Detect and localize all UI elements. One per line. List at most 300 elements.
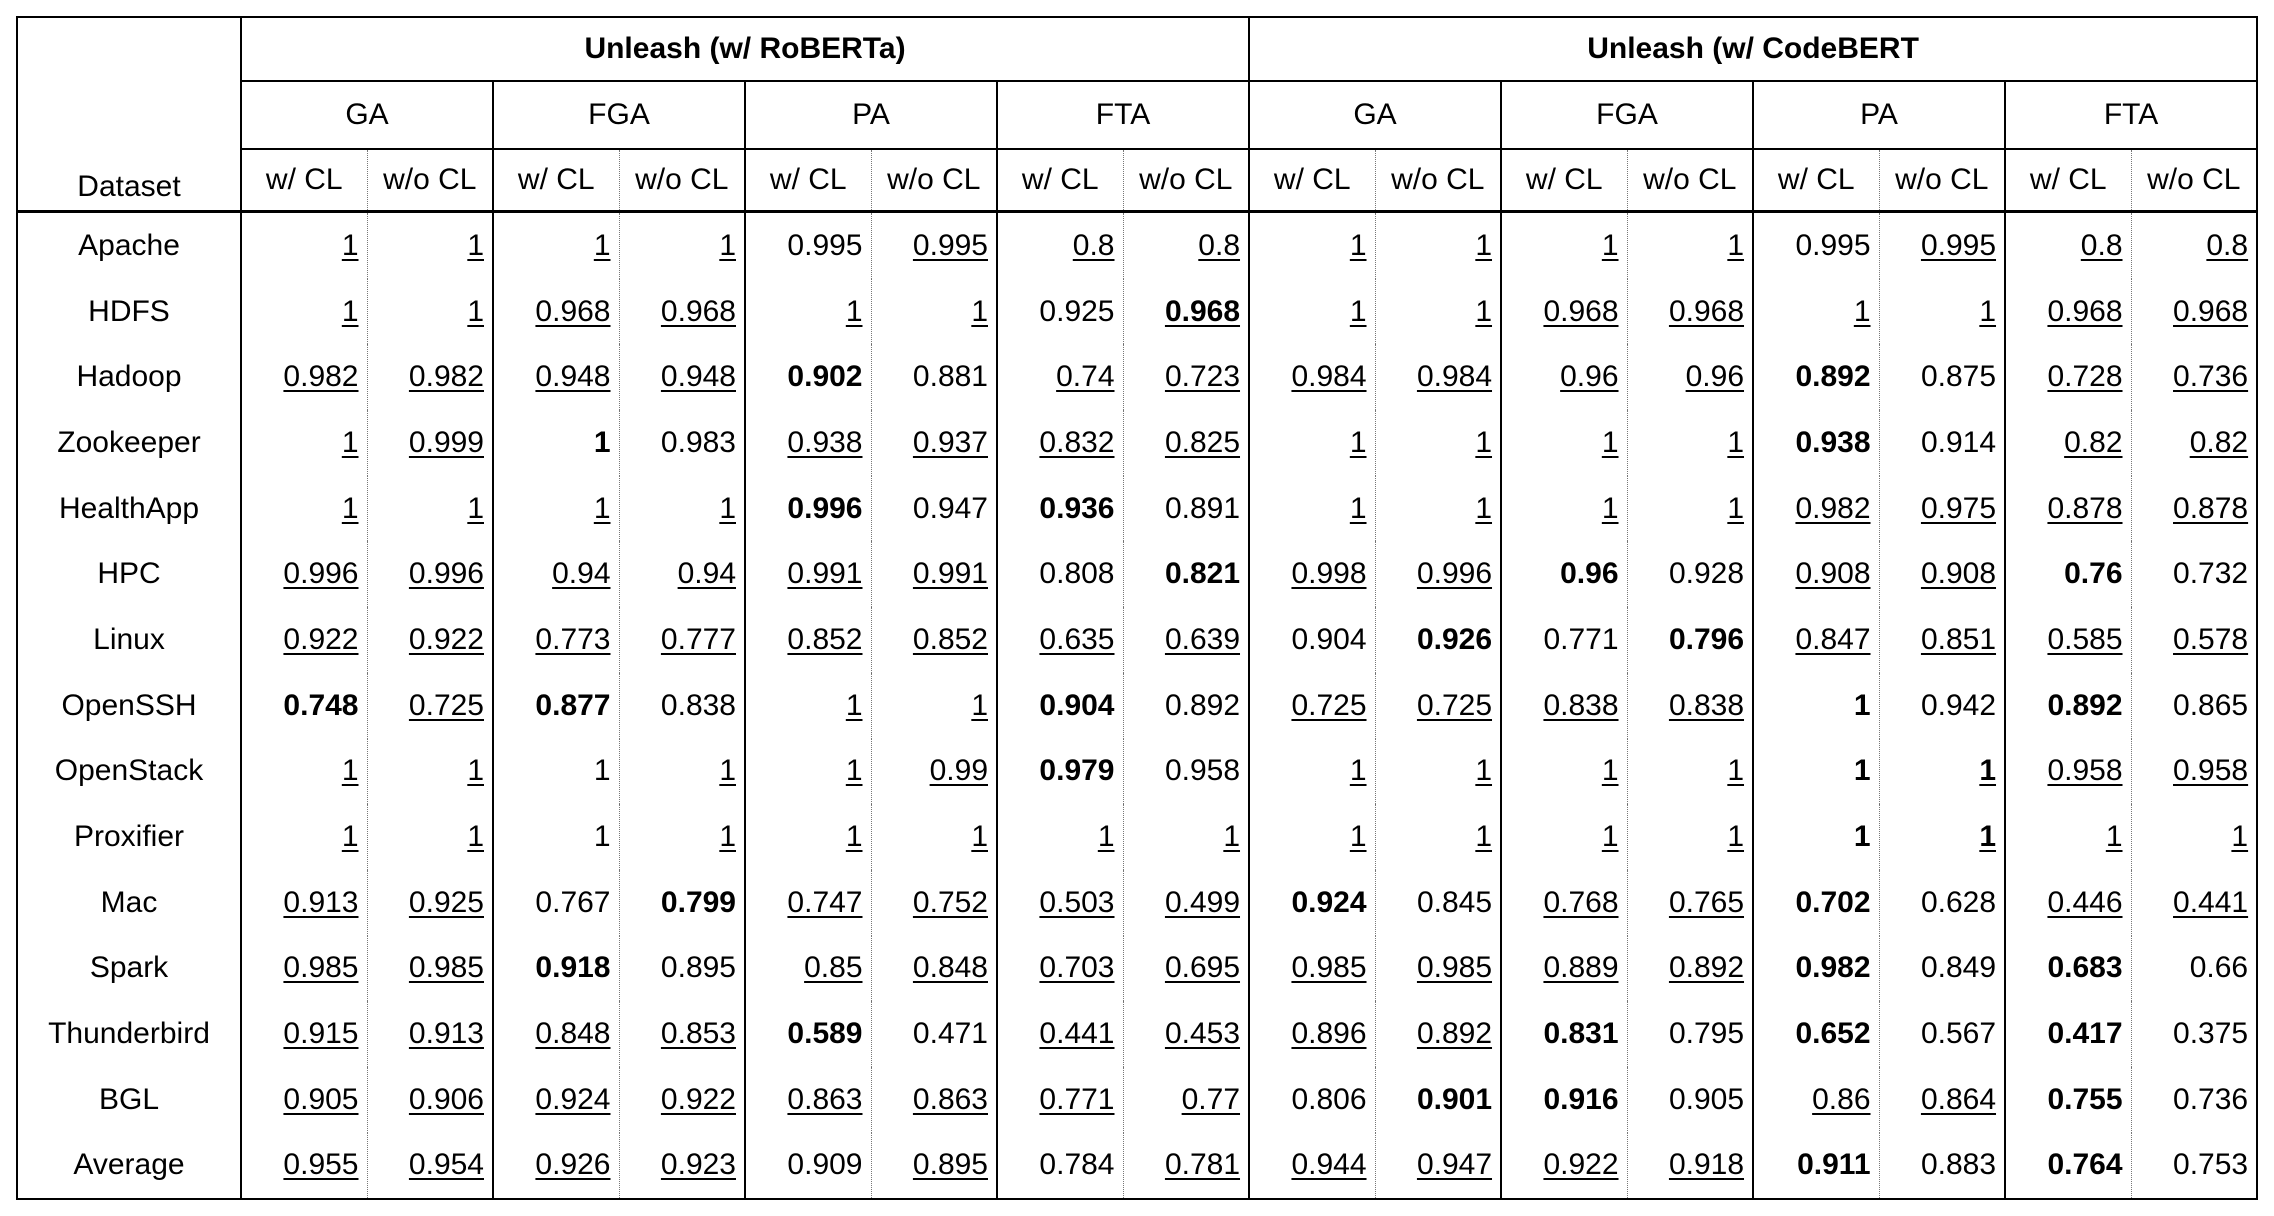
value-text: 1 (1601, 228, 1619, 262)
value-text: 0.982 (1795, 951, 1871, 985)
value-text: 0.947 (1416, 1148, 1493, 1182)
value-text: 0.767 (535, 885, 611, 919)
value-cell (997, 1067, 1123, 1133)
value-cell (1375, 1001, 1501, 1067)
value-cell (1753, 1067, 1879, 1133)
value-text: 0.781 (1164, 1148, 1241, 1182)
value-cell (745, 410, 871, 476)
value-text: 0.635 (1039, 622, 1115, 656)
value-text: 0.891 (1164, 491, 1241, 525)
value-text: 0.968 (660, 294, 736, 328)
value-cell (1879, 673, 2005, 739)
table-row (17, 870, 2257, 936)
value-cell (1249, 1133, 1375, 1200)
dataset-column-header: Dataset (17, 17, 241, 212)
value-text: 0.736 (2173, 1082, 2249, 1116)
value-text: 0.908 (1920, 557, 1997, 591)
value-text: 0.924 (1291, 885, 1367, 919)
value-cell (1879, 344, 2005, 410)
value-cell (619, 739, 745, 805)
table-row (17, 476, 2257, 542)
value-text: 0.838 (1543, 688, 1619, 722)
value-cell (745, 541, 871, 607)
value-text: 1 (719, 491, 736, 525)
value-cell (1879, 804, 2005, 870)
value-cell (1249, 344, 1375, 410)
value-cell (1753, 1001, 1879, 1067)
value-text: 0.913 (283, 885, 359, 919)
value-text: 0.948 (535, 360, 611, 394)
value-text: 0.905 (283, 1082, 359, 1116)
value-text: 0.845 (1416, 885, 1493, 919)
value-text: 0.417 (2047, 1017, 2123, 1051)
sub-header-without-cl: w/o CL (367, 149, 493, 212)
value-cell (1249, 410, 1375, 476)
value-cell (1249, 212, 1375, 279)
sub-header-without-cl: w/o CL (1375, 149, 1501, 212)
value-text: 0.851 (1920, 622, 1997, 656)
value-text: 1 (1475, 294, 1493, 328)
value-cell (1879, 410, 2005, 476)
value-cell (1627, 804, 1753, 870)
value-cell (1123, 870, 1249, 936)
value-cell (619, 410, 745, 476)
value-cell (1375, 1133, 1501, 1200)
table-row (17, 673, 2257, 739)
value-cell (1375, 673, 1501, 739)
value-cell (367, 279, 493, 345)
value-text: 0.702 (1795, 885, 1871, 919)
value-cell (241, 410, 367, 476)
value-cell (871, 673, 997, 739)
value-cell (2005, 804, 2131, 870)
value-cell (871, 870, 997, 936)
value-cell (619, 1067, 745, 1133)
value-text: 1 (719, 754, 736, 788)
value-cell (241, 1001, 367, 1067)
value-text: 0.96 (1560, 360, 1619, 394)
value-text: 0.74 (1056, 360, 1115, 394)
value-text: 1 (1223, 820, 1241, 854)
value-cell (1879, 279, 2005, 345)
value-cell (1627, 1133, 1753, 1200)
value-cell (367, 1133, 493, 1200)
value-cell (367, 1001, 493, 1067)
sub-header-row (17, 149, 2257, 212)
value-cell (2005, 541, 2131, 607)
value-cell (1627, 1001, 1753, 1067)
value-cell (1249, 541, 1375, 607)
value-text: 0.567 (1920, 1017, 1997, 1051)
value-text: 1 (1727, 754, 1745, 788)
value-cell (1123, 804, 1249, 870)
value-text: 0.578 (2173, 622, 2249, 656)
value-cell (619, 1133, 745, 1200)
value-cell (871, 1133, 997, 1200)
value-cell (241, 804, 367, 870)
value-cell (1123, 410, 1249, 476)
value-text: 0.795 (1668, 1017, 1745, 1051)
value-text: 0.985 (283, 951, 359, 985)
value-text: 0.66 (2189, 951, 2249, 985)
value-cell (1627, 1067, 1753, 1133)
sub-header-without-cl: w/o CL (1123, 149, 1249, 212)
value-cell (619, 476, 745, 542)
value-text: 0.825 (1164, 425, 1241, 459)
value-cell (367, 673, 493, 739)
value-cell (1501, 739, 1627, 805)
value-cell (1753, 344, 1879, 410)
value-text: 0.918 (535, 951, 611, 985)
value-text: 1 (845, 294, 863, 328)
value-cell (1249, 1001, 1375, 1067)
value-text: 0.96 (1560, 557, 1619, 591)
value-cell (493, 279, 619, 345)
sub-header-with-cl: w/ CL (493, 149, 619, 212)
value-cell (241, 476, 367, 542)
value-text: 0.925 (408, 885, 484, 919)
value-text: 0.968 (1164, 294, 1241, 328)
value-text: 0.747 (787, 885, 863, 919)
value-text: 1 (1475, 491, 1493, 525)
value-text: 0.985 (408, 951, 484, 985)
value-cell (871, 344, 997, 410)
value-text: 0.924 (535, 1082, 611, 1116)
value-cell (1501, 279, 1627, 345)
value-text: 0.984 (1416, 360, 1493, 394)
value-text: 0.922 (660, 1082, 736, 1116)
value-cell (241, 936, 367, 1002)
value-cell (1123, 1067, 1249, 1133)
value-cell (745, 673, 871, 739)
value-text: 0.723 (1164, 360, 1241, 394)
value-text: 0.996 (1416, 557, 1493, 591)
value-cell (997, 410, 1123, 476)
value-cell (1501, 607, 1627, 673)
value-cell (1249, 936, 1375, 1002)
value-cell (1879, 541, 2005, 607)
value-text: 1 (593, 491, 611, 525)
value-text: 0.928 (1668, 557, 1745, 591)
value-text: 1 (1853, 820, 1871, 854)
value-text: 1 (1601, 820, 1619, 854)
value-text: 1 (1097, 820, 1115, 854)
value-cell (2005, 673, 2131, 739)
value-text: 0.958 (2047, 754, 2123, 788)
value-cell (619, 212, 745, 279)
value-cell (1879, 1067, 2005, 1133)
value-text: 0.875 (1920, 360, 1997, 394)
value-cell (2005, 739, 2131, 805)
value-text: 0.375 (2173, 1017, 2249, 1051)
value-cell (1123, 476, 1249, 542)
value-cell (1375, 1067, 1501, 1133)
value-cell (871, 1001, 997, 1067)
value-cell (1879, 476, 2005, 542)
value-cell (2005, 936, 2131, 1002)
value-text: 1 (1601, 425, 1619, 459)
value-text: 0.864 (1920, 1082, 1997, 1116)
value-text: 1 (971, 688, 988, 722)
sub-header-with-cl: w/ CL (997, 149, 1123, 212)
value-text: 0.982 (283, 360, 359, 394)
value-cell (997, 870, 1123, 936)
value-text: 0.904 (1039, 688, 1115, 722)
value-cell (493, 936, 619, 1002)
value-cell (1375, 344, 1501, 410)
value-text: 0.499 (1164, 885, 1241, 919)
value-cell (871, 1067, 997, 1133)
value-cell (241, 541, 367, 607)
value-cell (1879, 1001, 2005, 1067)
value-cell (2005, 410, 2131, 476)
dataset-name-cell: BGL (17, 1067, 241, 1133)
value-text: 0.863 (787, 1082, 863, 1116)
value-cell (1879, 936, 2005, 1002)
value-cell (1123, 541, 1249, 607)
value-text: 0.748 (283, 688, 359, 722)
value-text: 0.985 (1291, 951, 1367, 985)
value-text: 0.849 (1920, 951, 1997, 985)
dataset-name-cell: HPC (17, 541, 241, 607)
value-text: 0.503 (1039, 885, 1115, 919)
table-row (17, 804, 2257, 870)
table-row (17, 541, 2257, 607)
value-cell (2131, 541, 2257, 607)
value-cell (367, 344, 493, 410)
dataset-name-cell: Mac (17, 870, 241, 936)
value-text: 1 (845, 688, 863, 722)
value-text: 0.914 (1920, 425, 1997, 459)
value-cell (1753, 410, 1879, 476)
value-cell (1375, 541, 1501, 607)
value-cell (871, 410, 997, 476)
value-cell (871, 279, 997, 345)
value-text: 0.441 (2173, 885, 2249, 919)
value-cell (1627, 673, 1753, 739)
value-cell (2005, 1133, 2131, 1200)
value-text: 0.82 (2064, 425, 2123, 459)
value-text: 0.806 (1291, 1082, 1367, 1116)
value-text: 1 (971, 294, 988, 328)
value-cell (1627, 541, 1753, 607)
value-cell (1501, 1067, 1627, 1133)
sub-header-with-cl: w/ CL (1753, 149, 1879, 212)
metric-header-pa: PA (1753, 81, 2005, 149)
value-text: 1 (593, 228, 611, 262)
value-cell (997, 739, 1123, 805)
dataset-name-cell: Thunderbird (17, 1001, 241, 1067)
value-cell (2131, 1067, 2257, 1133)
value-text: 0.944 (1291, 1148, 1367, 1182)
value-text: 1 (1727, 228, 1745, 262)
value-text: 0.895 (660, 951, 736, 985)
value-text: 0.94 (552, 557, 611, 591)
metric-header-fta: FTA (997, 81, 1249, 149)
value-text: 0.922 (408, 622, 484, 656)
value-cell (493, 870, 619, 936)
value-cell (367, 607, 493, 673)
table-row (17, 1133, 2257, 1200)
value-text: 0.996 (787, 491, 863, 525)
value-text: 0.683 (2047, 951, 2123, 985)
value-cell (367, 804, 493, 870)
value-cell (745, 476, 871, 542)
value-cell (1501, 212, 1627, 279)
value-cell (1249, 870, 1375, 936)
value-cell (493, 673, 619, 739)
value-cell (493, 344, 619, 410)
value-text: 0.821 (1164, 557, 1241, 591)
value-text: 1 (2231, 820, 2249, 854)
value-text: 0.926 (535, 1148, 611, 1182)
value-text: 0.728 (2047, 360, 2123, 394)
value-text: 1 (1475, 425, 1493, 459)
value-cell (619, 541, 745, 607)
sub-header-without-cl: w/o CL (619, 149, 745, 212)
value-text: 1 (719, 228, 736, 262)
value-cell (745, 1133, 871, 1200)
dataset-name-cell: HDFS (17, 279, 241, 345)
value-text: 0.998 (1291, 557, 1367, 591)
value-cell (619, 1001, 745, 1067)
value-cell (1501, 804, 1627, 870)
value-cell (2005, 607, 2131, 673)
value-cell (241, 870, 367, 936)
value-text: 0.838 (660, 688, 736, 722)
dataset-name-cell: HealthApp (17, 476, 241, 542)
value-cell (997, 673, 1123, 739)
value-text: 0.968 (535, 294, 611, 328)
value-cell (493, 804, 619, 870)
value-text: 0.695 (1164, 951, 1241, 985)
value-cell (745, 1001, 871, 1067)
value-cell (2131, 607, 2257, 673)
value-cell (619, 936, 745, 1002)
value-text: 0.771 (1543, 622, 1619, 656)
value-cell (619, 673, 745, 739)
value-cell (745, 1067, 871, 1133)
value-text: 1 (2105, 820, 2123, 854)
value-cell (493, 410, 619, 476)
value-cell (2131, 936, 2257, 1002)
value-cell (1879, 1133, 2005, 1200)
value-cell (1375, 607, 1501, 673)
table-row (17, 410, 2257, 476)
value-text: 0.82 (2189, 425, 2249, 459)
value-text: 0.725 (408, 688, 484, 722)
value-cell (1753, 212, 1879, 279)
value-cell (745, 804, 871, 870)
value-text: 0.938 (1795, 425, 1871, 459)
value-text: 1 (1349, 820, 1367, 854)
value-cell (1123, 344, 1249, 410)
value-text: 0.838 (1668, 688, 1745, 722)
value-text: 1 (467, 228, 484, 262)
value-text: 0.983 (660, 425, 736, 459)
value-text: 0.905 (1668, 1082, 1745, 1116)
value-text: 1 (845, 820, 863, 854)
value-cell (493, 1133, 619, 1200)
value-cell (367, 476, 493, 542)
value-cell (1627, 739, 1753, 805)
value-text: 1 (341, 425, 359, 459)
value-cell (1501, 410, 1627, 476)
value-cell (1123, 673, 1249, 739)
value-text: 0.85 (804, 951, 863, 985)
value-text: 0.896 (1291, 1017, 1367, 1051)
dataset-name-cell: Spark (17, 936, 241, 1002)
dataset-name-cell: Apache (17, 212, 241, 279)
metric-header-fta: FTA (2005, 81, 2257, 149)
value-cell (493, 212, 619, 279)
value-cell (1249, 476, 1375, 542)
value-cell (997, 541, 1123, 607)
value-text: 1 (1349, 228, 1367, 262)
value-text: 0.968 (1543, 294, 1619, 328)
value-text: 1 (341, 754, 359, 788)
value-cell (997, 476, 1123, 542)
value-text: 0.926 (1416, 622, 1493, 656)
value-text: 0.913 (408, 1017, 484, 1051)
value-text: 1 (1727, 820, 1745, 854)
value-text: 0.985 (1416, 951, 1493, 985)
value-text: 0.863 (912, 1082, 988, 1116)
value-text: 0.878 (2047, 491, 2123, 525)
value-text: 1 (1475, 228, 1493, 262)
value-text: 1 (593, 425, 611, 459)
metric-header-fga: FGA (1501, 81, 1753, 149)
value-text: 0.937 (912, 425, 988, 459)
table-row (17, 607, 2257, 673)
value-cell (493, 541, 619, 607)
value-text: 0.892 (1164, 688, 1241, 722)
group-header-codebert: Unleash (w/ CodeBERT (1249, 17, 2257, 81)
value-cell (619, 870, 745, 936)
value-cell (367, 212, 493, 279)
value-cell (1123, 739, 1249, 805)
sub-header-with-cl: w/ CL (1249, 149, 1375, 212)
value-text: 1 (467, 754, 484, 788)
value-text: 0.753 (2173, 1148, 2249, 1182)
value-cell (871, 607, 997, 673)
value-cell (1375, 936, 1501, 1002)
value-text: 1 (1853, 754, 1871, 788)
sub-header-without-cl: w/o CL (1627, 149, 1753, 212)
value-text: 0.999 (408, 425, 484, 459)
value-cell (1249, 1067, 1375, 1133)
value-cell (1627, 212, 1753, 279)
value-text: 1 (1475, 820, 1493, 854)
value-cell (241, 279, 367, 345)
value-cell (871, 541, 997, 607)
value-text: 0.892 (1795, 360, 1871, 394)
value-text: 0.703 (1039, 951, 1115, 985)
value-text: 0.936 (1039, 491, 1115, 525)
value-cell (2005, 1067, 2131, 1133)
value-text: 1 (1727, 425, 1745, 459)
value-text: 1 (1979, 754, 1997, 788)
value-cell (2131, 870, 2257, 936)
value-text: 0.877 (535, 688, 611, 722)
value-cell (1249, 279, 1375, 345)
value-cell (241, 1067, 367, 1133)
value-text: 0.996 (283, 557, 359, 591)
value-text: 0.892 (1668, 951, 1745, 985)
value-text: 0.628 (1920, 885, 1997, 919)
value-cell (1501, 1133, 1627, 1200)
value-text: 0.589 (787, 1017, 863, 1051)
